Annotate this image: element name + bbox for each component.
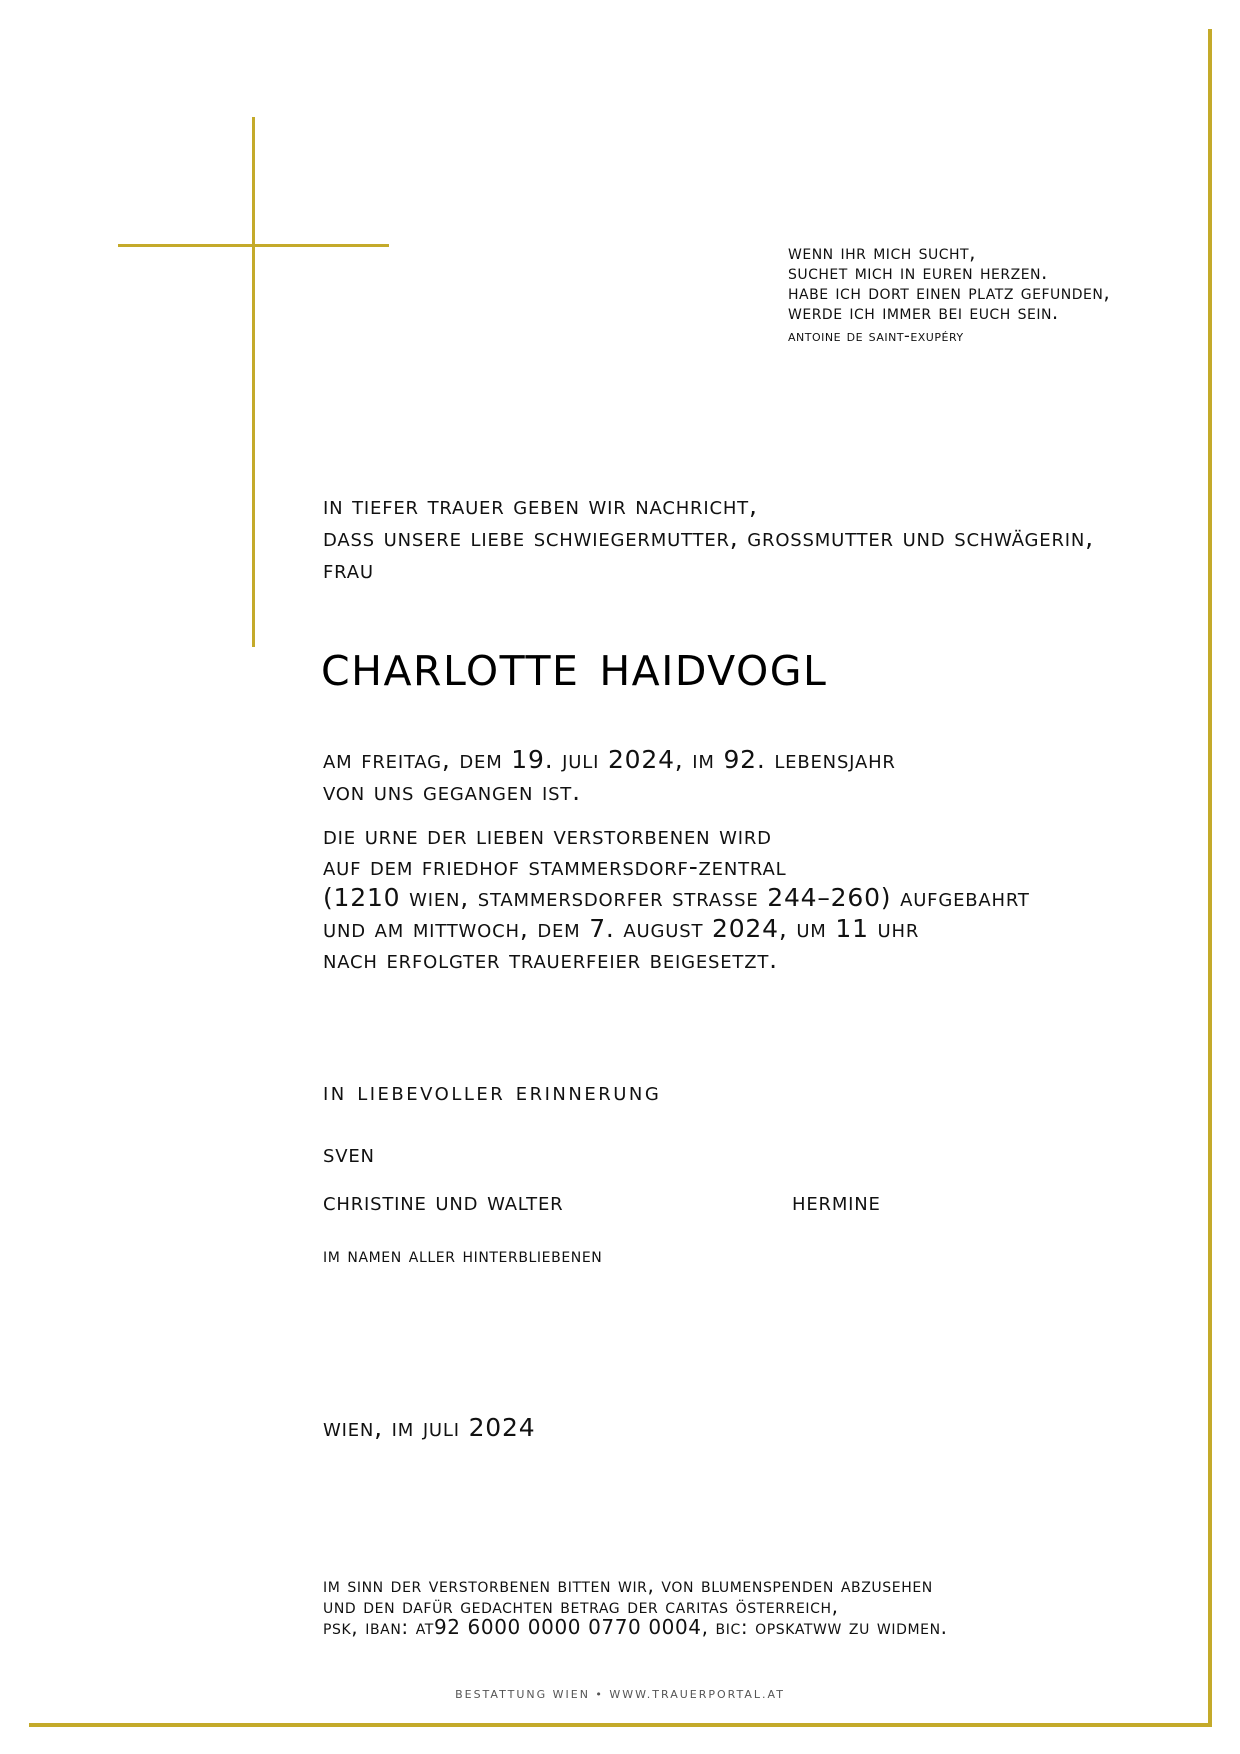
burial-line: auf dem friedhof stammersdorf-zentral	[323, 852, 787, 881]
quote-line: werde ich immer bei euch sein.	[788, 300, 1059, 324]
intro-line: in tiefer trauer geben wir nachricht,	[323, 491, 758, 520]
burial-line: und am mittwoch, dem 7. august 2024, um 11 uhr	[323, 914, 920, 943]
burial-details	[323, 820, 1030, 975]
mourner-name: sven	[323, 1139, 375, 1168]
quote-line: suchet mich in euren herzen.	[788, 260, 1048, 284]
cross-icon-vertical	[252, 117, 255, 647]
remembrance-heading: in liebevoller erinnerung	[323, 1077, 662, 1106]
frame-bottom-border	[29, 1723, 1212, 1727]
quote-line: habe ich dort einen platz gefunden,	[788, 280, 1111, 304]
mourner-name: hermine	[792, 1187, 881, 1216]
cross-icon-horizontal	[118, 244, 389, 247]
frame-right-border	[1208, 29, 1212, 1727]
place-date: wien, im juli 2024	[323, 1413, 536, 1442]
donation-line: psk, iban: at92 6000 0000 0770 0004, bic: opskatww zu widmen.	[323, 1615, 948, 1639]
on-behalf-text: im namen aller hinterbliebenen	[323, 1243, 603, 1267]
burial-line: die urne der lieben verstorbenen wird	[323, 821, 772, 850]
donation-line: im sinn der verstorbenen bitten wir, von blumenspenden abzusehen	[323, 1573, 933, 1597]
death-notice-line: am freitag, dem 19. juli 2024, im 92. lebensjahr	[323, 745, 896, 774]
death-notice	[323, 744, 896, 808]
quote	[788, 242, 1110, 322]
intro-line: frau	[323, 555, 374, 584]
quote-line: wenn ihr mich sucht,	[788, 240, 976, 264]
donation-line: und den dafür gedachten betrag der caritas österreich,	[323, 1594, 839, 1618]
burial-line: (1210 wien, stammersdorfer strasse 244–260) aufgebahrt	[323, 883, 1030, 912]
deceased-name: charlotte haidvogl	[321, 631, 828, 699]
intro-line: dass unsere liebe schwiegermutter, grossmutter und schwägerin,	[323, 523, 1094, 552]
donation-note	[323, 1575, 948, 1638]
death-notice-line: von uns gegangen ist.	[323, 777, 581, 806]
mourner-name: christine und walter	[323, 1187, 564, 1216]
footer-credit: BESTATTUNG WIEN • WWW.TRAUERPORTAL.AT	[455, 1688, 785, 1701]
burial-line: nach erfolgter trauerfeier beigesetzt.	[323, 945, 778, 974]
intro-text	[323, 490, 1094, 586]
quote-author: antoine de saint-exupéry	[788, 326, 964, 345]
